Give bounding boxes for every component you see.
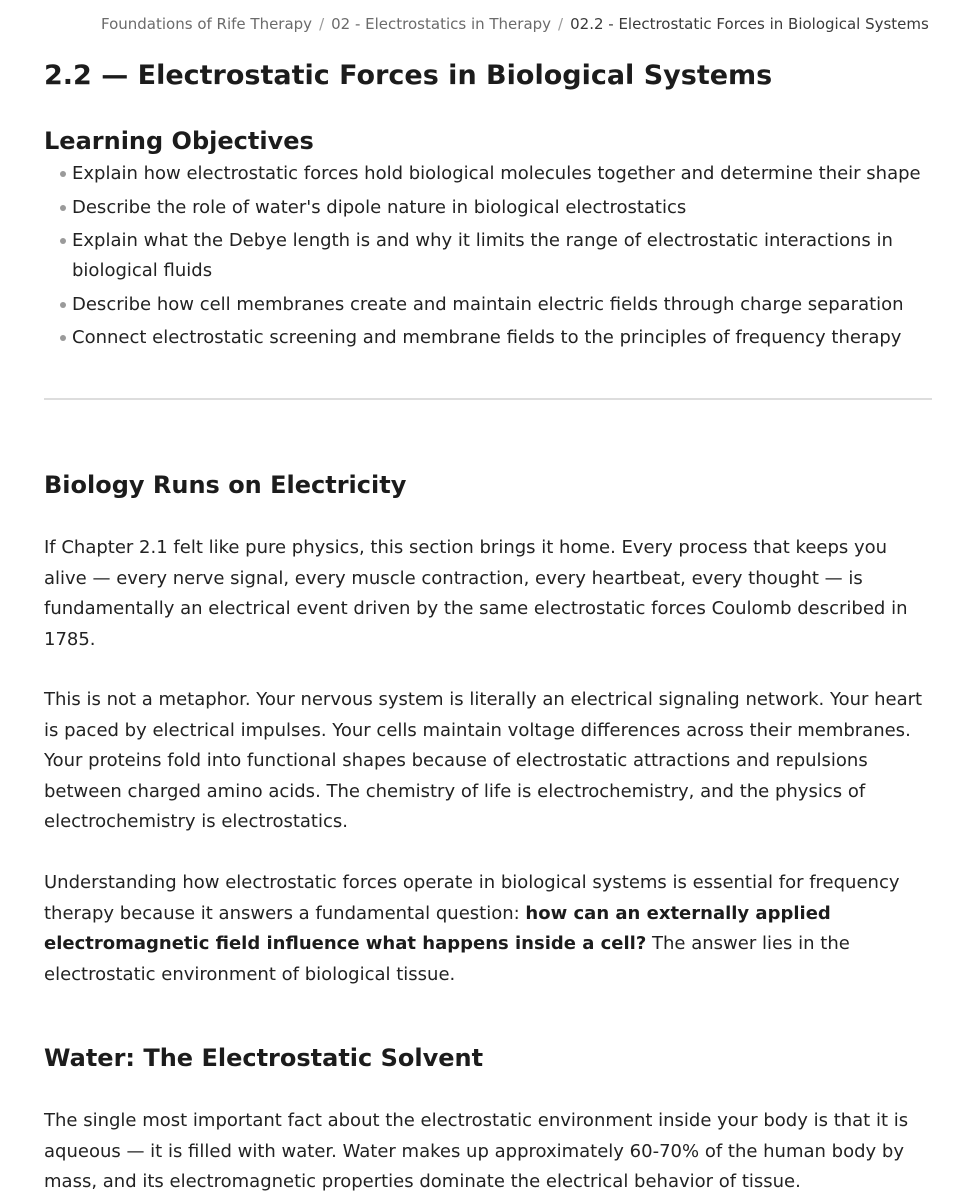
objective-text: Connect electrostatic screening and membrane fields to the principles of frequency therapy — [72, 327, 902, 348]
list-item — [58, 159, 938, 189]
breadcrumb-current-page: 02.2 - Electrostatic Forces in Biological Systems — [570, 15, 929, 33]
bullet-icon — [60, 302, 66, 308]
bullet-icon — [60, 335, 66, 341]
list-item — [58, 290, 938, 320]
section-heading-biology: Biology Runs on Electricity — [44, 471, 407, 499]
paragraph-text: Understanding how electrostatic forces operate in biological systems is essential for frequency therapy because it answers a fundamental question: — [44, 872, 900, 924]
breadcrumb-link-chapter[interactable]: 02 - Electrostatics in Therapy — [331, 15, 552, 33]
list-item — [58, 323, 938, 353]
paragraph-text: The answer lies in the electrostatic environment of biological tissue. — [44, 933, 850, 985]
breadcrumb-link-course[interactable]: Foundations of Rife Therapy — [101, 15, 313, 33]
section-heading-water: Water: The Electrostatic Solvent — [44, 1044, 484, 1072]
breadcrumb-separator: / — [319, 15, 325, 33]
objectives-heading: Learning Objectives — [44, 127, 314, 155]
objective-text: Describe how cell membranes create and maintain electric fields through charge separation — [72, 293, 904, 315]
objective-text: Describe the role of water's dipole nature in biological electrostatics — [72, 196, 687, 218]
objectives-list — [58, 159, 938, 357]
page-title: 2.2 — Electrostatic Forces in Biological Systems — [44, 60, 773, 91]
list-item — [58, 193, 938, 223]
paragraph-biology-intro: If Chapter 2.1 felt like pure physics, this section brings it home. Every process that keeps you alive — every nerve signal, every muscle contraction, every heartbeat, every thought — is fundamentally an electrical event driven by the same electrostatic forces Coulomb described in 1785. — [44, 537, 908, 650]
breadcrumb-separator: / — [558, 15, 564, 33]
list-item — [58, 226, 938, 286]
paragraph-biology-metaphor: This is not a metaphor. Your nervous system is literally an electrical signaling network. Your heart is paced by electrical impulses. Your cells maintain voltage differences across their membranes. Your proteins fold into functional shapes because of electrostatic attractions and repulsions between charged amino acids. The chemistry of life is electrochemistry, and the physics of electrochemistry is electrostatics. — [44, 689, 923, 832]
objective-text: Explain how electrostatic forces hold biological molecules together and determine their shape — [72, 163, 921, 184]
section-divider — [44, 398, 932, 400]
bullet-icon — [60, 238, 66, 244]
key-question-emphasis: how can an externally applied electromagnetic field influence what happens inside a cell? — [44, 902, 831, 954]
paragraph-water-intro: The single most important fact about the electrostatic environment inside your body is that it is aqueous — it is filled with water. Water makes up approximately 60-70% of the human body by mass, and its electromagnetic properties dominate the electrical behavior of tissue. — [44, 1110, 909, 1192]
bullet-icon — [60, 171, 66, 177]
bullet-icon — [60, 205, 66, 211]
objective-text: Explain what the Debye length is and why it limits the range of electrostatic interactions in biological fluids — [72, 230, 893, 281]
paragraph-biology-question — [44, 868, 932, 990]
breadcrumb — [101, 13, 929, 35]
